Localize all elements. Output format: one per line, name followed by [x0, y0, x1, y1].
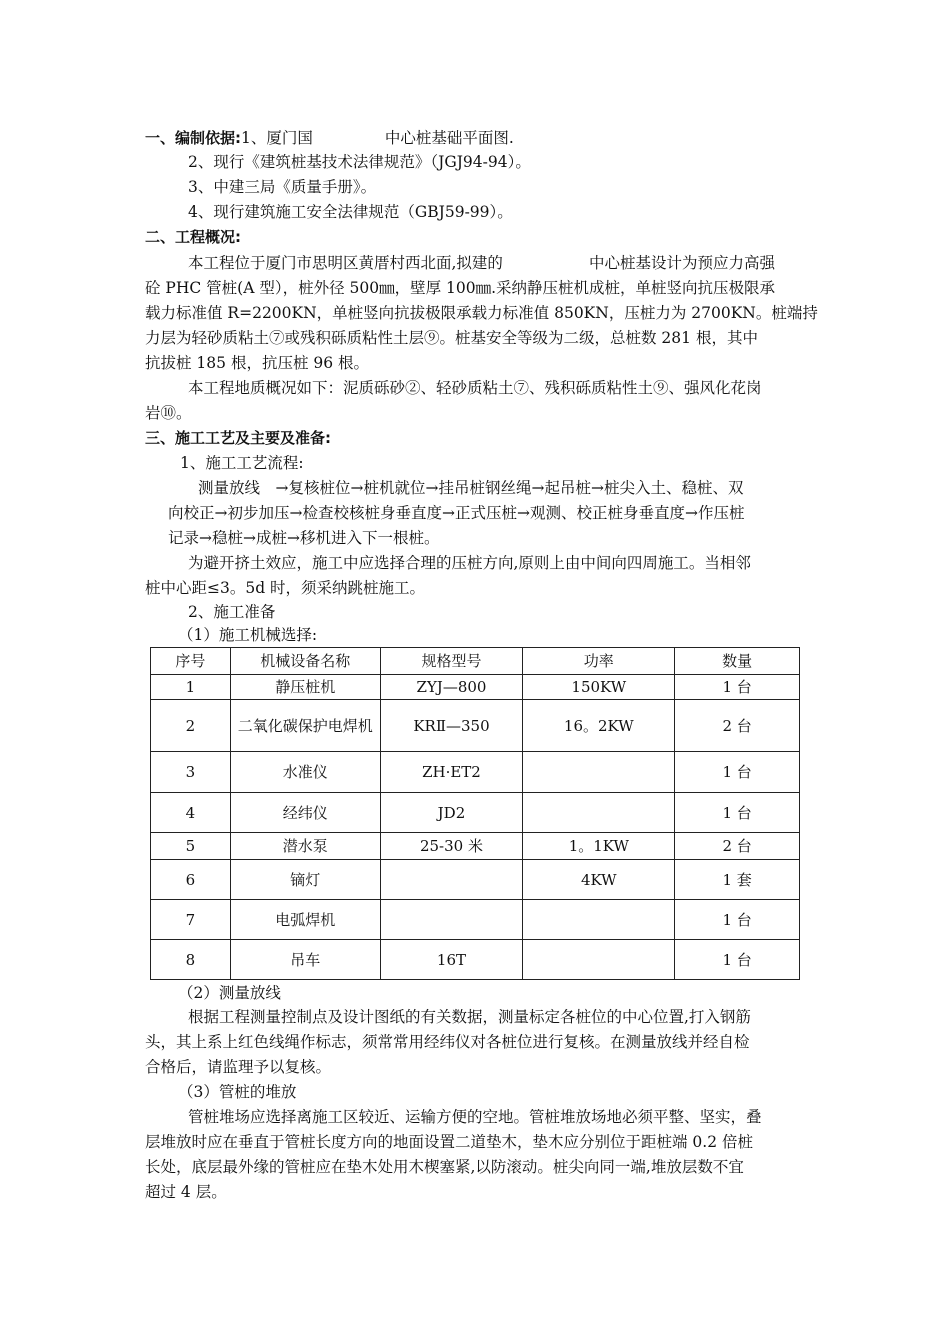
table-header-row — [151, 648, 800, 675]
table-cell — [380, 900, 523, 940]
table-cell — [523, 900, 675, 940]
table-cell — [523, 752, 675, 793]
table-row — [151, 700, 800, 752]
section2-title: 二、工程概况: — [145, 228, 241, 246]
table-cell: 1 台 — [675, 675, 800, 700]
table-cell: 经纬仪 — [230, 793, 380, 833]
table-row — [151, 675, 800, 700]
table-header-cell: 序号 — [151, 648, 231, 675]
section2-p2-line1: 本工程地质概况如下：泥质砾砂②、轻砂质粘土⑦、残积砾质粘性土⑨、强风化花岗 — [188, 379, 762, 397]
table-cell: 2 — [151, 700, 231, 752]
section2-p1-line5: 抗拔桩 185 根，抗压桩 96 根。 — [145, 354, 370, 372]
table-cell: 25-30 米 — [380, 833, 523, 860]
table-cell: 1 套 — [675, 860, 800, 900]
section3-sub2-2: （2）测量放线 — [178, 984, 281, 1002]
table-header-cell: 数量 — [675, 648, 800, 675]
table-cell: 吊车 — [230, 940, 380, 980]
table-cell: 8 — [151, 940, 231, 980]
table-cell: 7 — [151, 900, 231, 940]
table-row — [151, 752, 800, 793]
table-cell: 水准仪 — [230, 752, 380, 793]
table-cell: 电弧焊机 — [230, 900, 380, 940]
survey-line1: 根据工程测量控制点及设计图纸的有关数据，测量标定各桩位的中心位置,打入钢筋 — [188, 1008, 751, 1026]
table-row — [151, 940, 800, 980]
table-cell — [380, 860, 523, 900]
section1-title: 一、编制依据: — [145, 129, 241, 147]
section3-sub2: 2、施工准备 — [188, 603, 276, 621]
table-cell: 3 — [151, 752, 231, 793]
section3-sub2-3: （3）管桩的堆放 — [178, 1083, 297, 1101]
flow-line3: 记录→稳桩→成桩→移机进入下一根桩。 — [168, 529, 440, 547]
machinery-table — [150, 647, 800, 980]
table-header-cell: 功率 — [523, 648, 675, 675]
section1-line4: 4、现行建筑施工安全法律规范（GBJ59-99）。 — [188, 203, 513, 221]
table-cell: 4KW — [523, 860, 675, 900]
section3-title: 三、施工工艺及主要及准备: — [145, 429, 331, 447]
table-cell: ZYJ—800 — [380, 675, 523, 700]
note-line2: 桩中心距≤3。5d 时，须采纳跳桩施工。 — [145, 579, 426, 597]
survey-line2: 头，其上系上红色线绳作标志，须常常用经纬仪对各桩位进行复核。在测量放线并经自检 — [145, 1033, 750, 1051]
table-cell: 5 — [151, 833, 231, 860]
table-header-cell: 规格型号 — [380, 648, 523, 675]
table-cell: 2 台 — [675, 700, 800, 752]
table-row — [151, 860, 800, 900]
table-cell: 1 台 — [675, 752, 800, 793]
table-cell: 1 — [151, 675, 231, 700]
flow-line1: 测量放线 →复核桩位→桩机就位→挂吊桩钢丝绳→起吊桩→桩尖入土、稳桩、双 — [198, 479, 744, 497]
section3-sub2-1: （1）施工机械选择: — [178, 626, 318, 644]
table-header-cell: 机械设备名称 — [230, 648, 380, 675]
flow-line2: 向校正→初步加压→检查校核桩身垂直度→正式压桩→观测、校正桩身垂直度→作压桩 — [168, 504, 745, 522]
table-row — [151, 900, 800, 940]
stack-line2: 层堆放时应在垂直于管桩长度方向的地面设置二道垫木，垫木应分别位于距桩端 0.2 倍桩 — [145, 1133, 754, 1151]
table-cell: JD2 — [380, 793, 523, 833]
table-cell: 1。1KW — [523, 833, 675, 860]
table-cell: 150KW — [523, 675, 675, 700]
table-cell: 1 台 — [675, 940, 800, 980]
section2-p1-line3: 载力标准值 R=2200KN，单桩竖向抗拔极限承载力标准值 850KN，压桩力为 2700KN。桩端持 — [145, 304, 818, 322]
section1-line2: 2、现行《建筑桩基技术法律规范》（JGJ94-94）。 — [188, 153, 531, 171]
table-cell — [523, 793, 675, 833]
note-line1: 为避开挤土效应，施工中应选择合理的压桩方向,原则上由中间向四周施工。当相邻 — [188, 554, 751, 572]
table-cell: 16。2KW — [523, 700, 675, 752]
section2-p1-line4: 力层为轻砂质粘土⑦或残积砾质粘性土层⑨。桩基安全等级为二级，总桩数 281 根，其中 — [145, 329, 758, 347]
table-cell: 6 — [151, 860, 231, 900]
table-cell: 镝灯 — [230, 860, 380, 900]
section1-line1: 一、编制依据:1、厦门国 中心桩基础平面图. — [145, 129, 514, 147]
table-cell: 1 台 — [675, 900, 800, 940]
table-row — [151, 793, 800, 833]
stack-line4: 超过 4 层。 — [145, 1183, 227, 1201]
table-cell: 二氧化碳保护电焊机 — [230, 700, 380, 752]
section2-p2-line2: 岩⑩。 — [145, 404, 192, 422]
table-cell: 4 — [151, 793, 231, 833]
table-cell: ZH·ET2 — [380, 752, 523, 793]
stack-line3: 长处，底层最外缘的管桩应在垫木处用木楔塞紧,以防滚动。桩尖向同一端,堆放层数不宜 — [145, 1158, 744, 1176]
table-cell: 16T — [380, 940, 523, 980]
table-cell — [523, 940, 675, 980]
table-cell: 2 台 — [675, 833, 800, 860]
table-cell: 1 台 — [675, 793, 800, 833]
section2-p1-line1: 本工程位于厦门市思明区黄厝村西北面,拟建的 中心桩基设计为预应力高强 — [188, 254, 775, 272]
section2-p1-line2: 砼 PHC 管桩(A 型），桩外径 500㎜，壁厚 100㎜.采纳静压桩机成桩，单桩竖向抗压极限承 — [145, 279, 776, 297]
survey-line3: 合格后，请监理予以复核。 — [145, 1058, 332, 1076]
table-cell: 静压桩机 — [230, 675, 380, 700]
table-cell: KRⅡ—350 — [380, 700, 523, 752]
section1-line3: 3、中建三局《质量手册》。 — [188, 178, 377, 196]
section3-sub1: 1、施工工艺流程: — [180, 454, 304, 472]
stack-line1: 管桩堆场应选择离施工区较近、运输方便的空地。管桩堆放场地必须平整、坚实，叠 — [188, 1108, 762, 1126]
table-cell: 潜水泵 — [230, 833, 380, 860]
table-row — [151, 833, 800, 860]
